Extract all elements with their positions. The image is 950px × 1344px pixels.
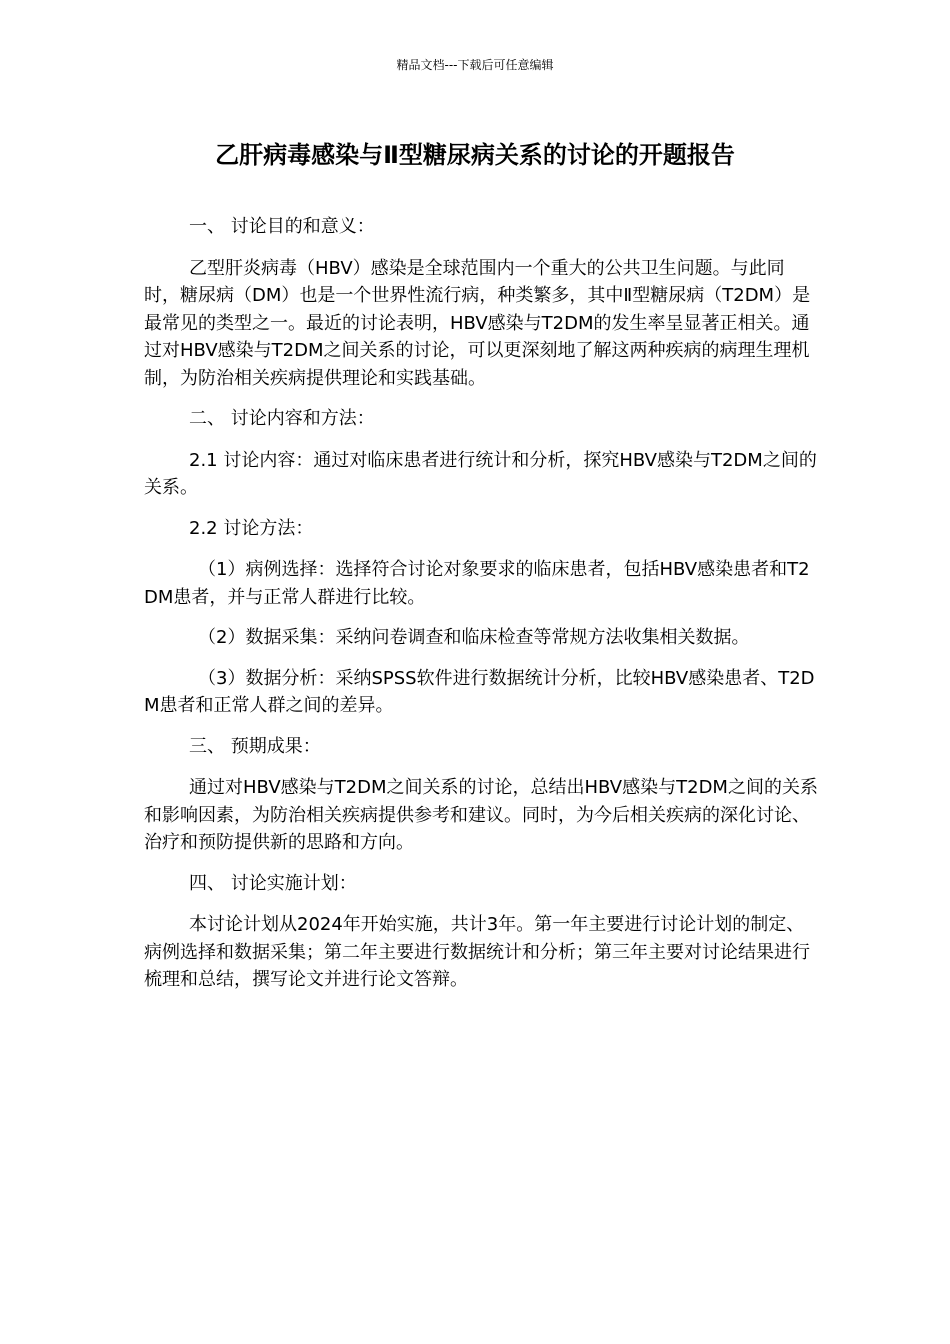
paragraph-plan: 本讨论计划从2024年开始实施，共计3年。第一年主要进行讨论计划的制定、病例选择和数据采集；第二年主要进行数据统计和分析；第三年主要对讨论结果进行梳理和总结，撰写论文并进行论文答辩。	[144, 914, 810, 990]
page-header: 精品文档---下载后可任意编辑	[396, 58, 554, 72]
section-heading-content-method: 二、 讨论内容和方法：	[189, 408, 375, 429]
document-body	[144, 213, 819, 1007]
document-title: 乙肝病毒感染与Ⅱ型糖尿病关系的讨论的开题报告	[215, 141, 735, 169]
section-heading-results: 三、 预期成果：	[189, 735, 321, 757]
method-item-data-collection: （2）数据采集：采纳问卷调查和临床检查等常规方法收集相关数据。	[198, 627, 750, 648]
method-item-case-selection: （1）病例选择：选择符合讨论对象要求的临床患者，包括HBV感染患者和T2DM患者，并与正常人群进行比较。	[144, 559, 810, 608]
section-heading-purpose: 一、 讨论目的和意义：	[189, 216, 375, 237]
subsection-heading-method: 2.2 讨论方法：	[189, 517, 314, 539]
paragraph-content: 2.1 讨论内容：通过对临床患者进行统计和分析，探究HBV感染与T2DM之间的关系。	[144, 449, 817, 498]
section-heading-plan: 四、 讨论实施计划：	[189, 872, 357, 894]
paragraph-purpose: 乙型肝炎病毒（HBV）感染是全球范围内一个重大的公共卫生问题。与此同时，糖尿病（DM）也是一个世界性流行病，种类繁多，其中Ⅱ型糖尿病（T2DM）是最常见的类型之一。最近的讨论表明，HBV感染与T2DM的发生率呈显著正相关。通过对HBV感染与T2DM之间关系的讨论，可以更深刻地了解这两种疾病的病理生理机制，为防治相关疾病提供理论和实践基础。	[144, 257, 811, 389]
method-item-data-analysis: （3）数据分析：采纳SPSS软件进行数据统计分析，比较HBV感染患者、T2DM患者和正常人群之间的差异。	[144, 667, 815, 716]
paragraph-results: 通过对HBV感染与T2DM之间关系的讨论，总结出HBV感染与T2DM之间的关系和影响因素，为防治相关疾病提供参考和建议。同时，为今后相关疾病的深化讨论、治疗和预防提供新的思路和方向。	[144, 777, 818, 853]
